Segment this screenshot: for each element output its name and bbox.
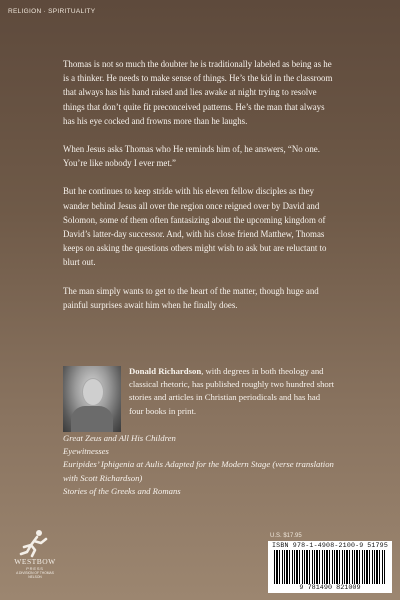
runner-icon	[18, 528, 52, 558]
book-list	[63, 432, 335, 498]
blurb-paragraph: Thomas is not so much the doubter he is traditionally labeled as being as he is a thinker. He needs to make sense of things. He’s the kid in the classroom that always has his hand raised and lies awake at night trying to resolve things that don’t quite fit preconceived patterns. He’s the man that always has his eye cocked and frowns more than he laughs.	[63, 59, 333, 126]
blurb-paragraph: When Jesus asks Thomas who He reminds him of, he answers, “No one. You’re like nobody I ever met.”	[63, 144, 320, 169]
barcode-digits: 9 781490 821009	[299, 584, 361, 592]
publisher-sub: PRESS	[26, 566, 44, 571]
book-title: Stories of the Greeks and Romans	[63, 485, 181, 496]
book-title: Eyewitnesses	[63, 446, 109, 457]
category-label: RELIGION · SPIRITUALITY	[8, 8, 96, 15]
book-title: Great Zeus and All His Children	[63, 433, 176, 443]
isbn-barcode	[268, 541, 392, 593]
isbn-label: ISBN 978-1-4908-2100-9 51795	[272, 542, 388, 549]
author-bio-text: , with degrees in both theology and classical rhetoric, has published roughly two hundred short stories and articles in Christian periodicals and has had four books in print.	[129, 366, 335, 416]
author-photo	[63, 366, 121, 432]
blurb-paragraph: The man simply wants to get to the heart of the matter, though huge and painful surprises await him when he finally does.	[63, 285, 319, 310]
publisher-logo	[10, 528, 60, 579]
barcode-bars	[274, 550, 386, 584]
price-code: 51795	[367, 542, 388, 549]
book-title: Euripides’ Iphigenia at Aulis Adapted for the Modern Stage (verse translation with Scott Richardson)	[63, 459, 334, 483]
blurb-paragraph: But he continues to keep stride with his eleven fellow disciples as they wander behind Jesus all over the region once reigned over by David and Solomon, some of them often fantasizing about the upcoming kingdom of David’s latter-day successor. And, with his close friend Matthew, Thomas keeps on asking the questions others might wish to ask but are reluctant to blurt out.	[63, 186, 327, 268]
price-label: U.S. $17.95	[270, 533, 302, 539]
publisher-name: WESTBOW	[14, 557, 56, 566]
publisher-tagline: A DIVISION OF THOMAS NELSON	[16, 571, 54, 579]
author-name: Donald Richardson	[129, 366, 202, 376]
back-cover-blurb	[63, 57, 335, 326]
author-bio	[63, 365, 335, 498]
